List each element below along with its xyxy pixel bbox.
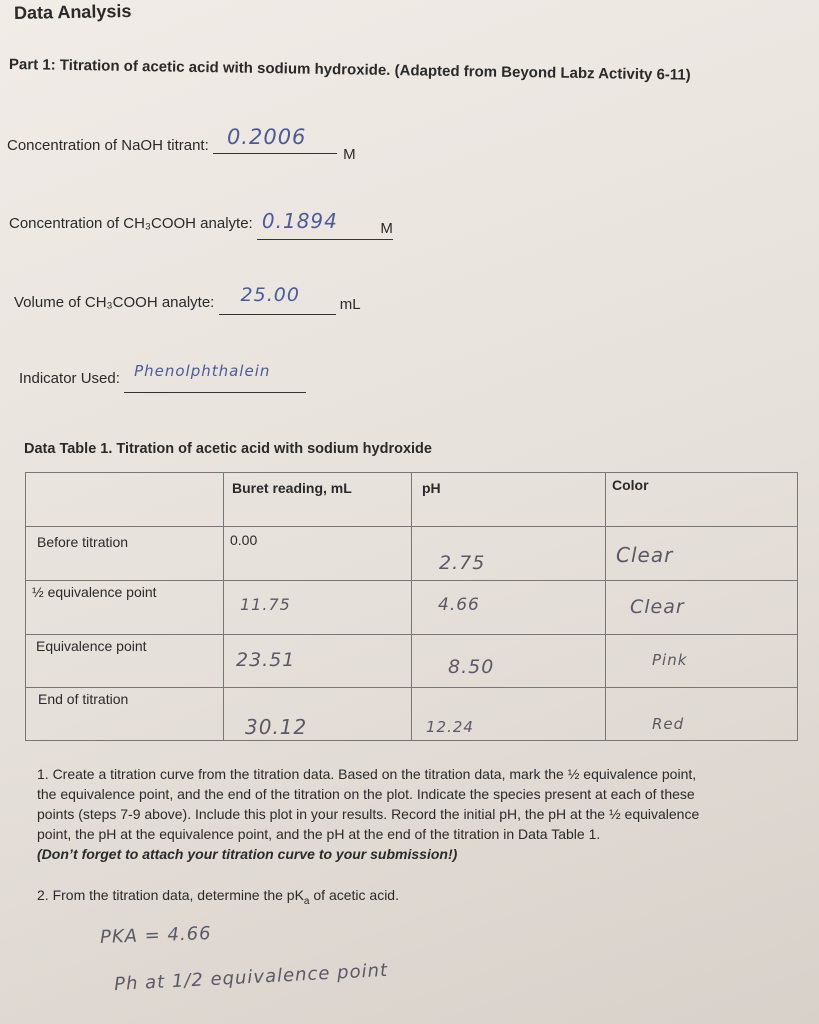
table-row [26, 581, 798, 635]
question-2-prefix: 2. From the titration data, determine the pK [37, 887, 304, 903]
buret-cell: 23.51 [224, 635, 412, 688]
question-1 [37, 764, 699, 864]
question-1-note: (Don’t forget to attach your titration curve to your submission!) [37, 846, 458, 862]
ch3cooh-unit: M [380, 220, 393, 237]
header-cell-empty [26, 473, 224, 527]
pka-explanation: Ph at 1/2 equivalence point [113, 959, 389, 996]
titration-data-table [25, 472, 798, 741]
question-1-line: point, the pH at the equivalence point, and the pH at the end of the titration in Data Table 1. [37, 826, 601, 842]
page-title: Data Analysis [13, 0, 132, 24]
question-1-line: points (steps 7-9 above). Include this plot in your results. Record the initial pH, the pH at the ½ equivalence [37, 806, 700, 822]
color-cell: Pink [606, 635, 798, 688]
pka-answer: PKA = 4.66 [99, 923, 212, 948]
naoh-unit: M [343, 146, 356, 163]
question-2-suffix: of acetic acid. [309, 887, 399, 903]
naoh-value: 0.2006 [226, 125, 307, 149]
ph-cell: 12.24 [412, 688, 606, 741]
indicator-field [19, 362, 306, 387]
table-header-row [26, 473, 798, 527]
table-row [26, 688, 798, 741]
indicator-blank [124, 362, 306, 393]
volume-blank [219, 284, 336, 315]
buret-cell: 0.00 [224, 527, 412, 581]
ph-cell: 8.50 [412, 635, 606, 688]
table-title: Data Table 1. Titration of acetic acid with sodium hydroxide [24, 441, 432, 457]
ph-cell: 4.66 [412, 581, 606, 635]
color-cell: Clear [606, 581, 798, 635]
color-cell: Clear [606, 527, 798, 581]
indicator-label: Indicator Used: [19, 370, 120, 387]
question-2 [37, 885, 399, 912]
header-cell-color: Color [606, 473, 798, 527]
row-label-cell: End of titration [26, 688, 224, 741]
table-row [26, 635, 798, 688]
question-1-line: the equivalence point, and the end of the titration on the plot. Indicate the species present at each of these [37, 786, 695, 802]
question-1-line: 1. Create a titration curve from the titration data. Based on the titration data, mark the ½ equivalence point, [37, 766, 697, 782]
naoh-concentration-field [7, 125, 356, 163]
volume-field [14, 284, 361, 313]
part-heading: Part 1: Titration of acetic acid with sodium hydroxide. (Adapted from Beyond Labz Activity 6-11) [8, 56, 691, 84]
volume-unit: mL [339, 296, 361, 313]
color-cell: Red [606, 688, 798, 741]
indicator-value: Phenolphthalein [134, 362, 271, 380]
ph-cell: 2.75 [412, 527, 606, 581]
ch3cooh-concentration-field [9, 209, 393, 237]
naoh-blank [213, 125, 337, 154]
ch3cooh-blank [257, 209, 393, 240]
ch3cooh-value: 0.1894 [261, 209, 338, 233]
header-cell-ph: pH [412, 473, 606, 527]
table-row [26, 527, 798, 581]
header-cell-buret: Buret reading, mL [224, 473, 412, 527]
volume-value: 25.00 [240, 284, 300, 306]
volume-label: Volume of CH₃COOH analyte: [14, 294, 215, 311]
row-label-cell: Equivalence point [26, 635, 224, 688]
row-label-cell: Before titration [26, 527, 224, 581]
buret-cell: 11.75 [224, 581, 412, 635]
ch3cooh-label: Concentration of CH₃COOH analyte: [9, 215, 253, 232]
row-label-cell: ½ equivalence point [26, 581, 224, 635]
naoh-label: Concentration of NaOH titrant: [7, 137, 209, 154]
question-2-subscript: a [303, 895, 310, 907]
buret-cell: 30.12 [224, 688, 412, 741]
